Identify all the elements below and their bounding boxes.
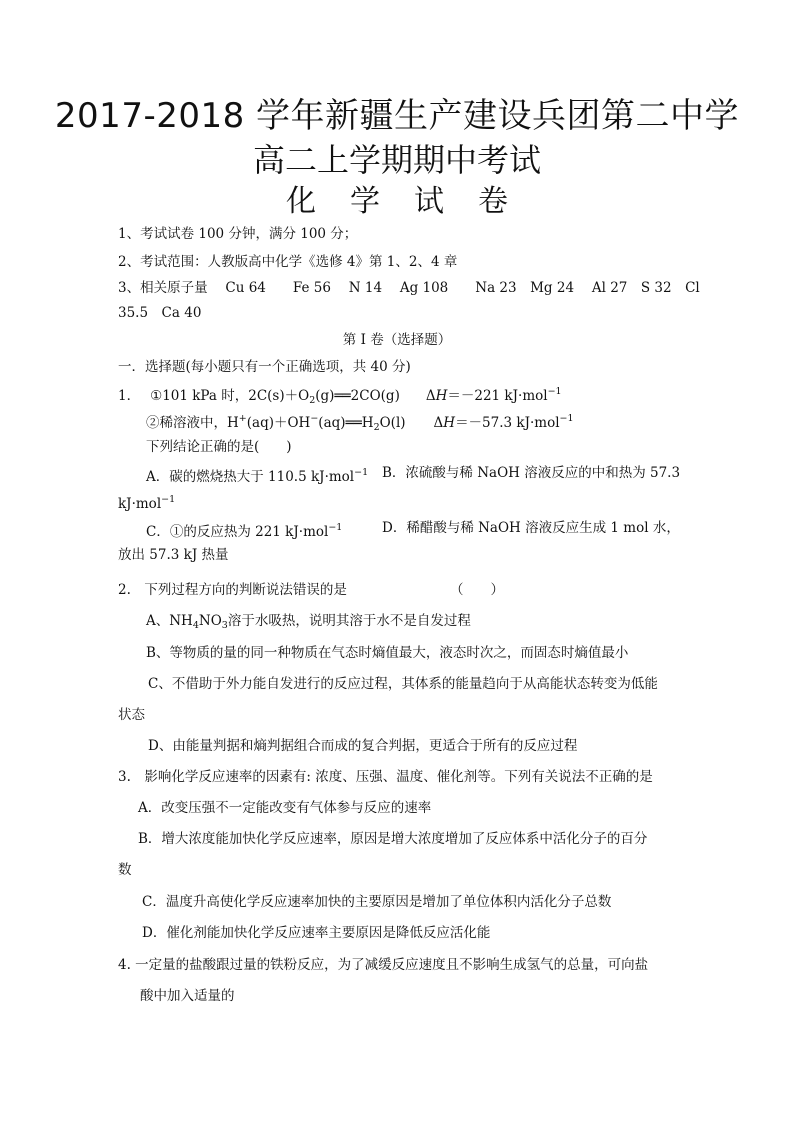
q1-option-c: C．①的反应热为 221 kJ·mol$^{-1}$ <box>146 522 343 540</box>
note-atomic-mass: 3、相关原子量 Cu 64 Fe 56 N 14 Ag 108 Na 23 Mg 24 Al 27 S 32 Cl <box>118 280 700 296</box>
q4-stem: 4. 一定量的盐酸跟过量的铁粉反应，为了减缓反应速度且不影响生成氢气的总量，可向盐 <box>118 957 649 973</box>
q1-option-b-cont: kJ·mol$^{-1}$ <box>118 494 176 512</box>
exam-title-school: 2017-2018 学年新疆生产建设兵团第二中学 <box>54 96 740 136</box>
q1-option-a: A．碳的燃烧热大于 110.5 kJ·mol$^{-1}$ <box>146 467 369 485</box>
q2-stem: 2. 下列过程方向的判断说法错误的是 <box>118 582 347 598</box>
section-heading: 一．选择题(每小题只有一个正确选项，共 40 分) <box>118 359 411 375</box>
q3-option-d: D．催化剂能加快化学反应速率主要原因是降低反应活化能 <box>142 925 491 941</box>
volume-heading: 第 I 卷（选择题） <box>342 332 452 348</box>
q1-option-d: D．稀醋酸与稀 NaOH 溶液反应生成 1 mol 水， <box>382 520 680 536</box>
q2-option-c: C、不借助于外力能自发进行的反应过程，其体系的能量趋向于从高能状态转变为低能 <box>148 676 658 692</box>
q3-option-b-cont: 数 <box>118 862 132 878</box>
q2-option-d: D、由能量判据和熵判据组合而成的复合判据，更适合于所有的反应过程 <box>148 738 578 754</box>
q3-option-c: C．温度升高使化学反应速率加快的主要原因是增加了单位体积内活化分子总数 <box>142 894 612 910</box>
q1-option-d-cont: 放出 57.3 kJ 热量 <box>118 547 229 563</box>
q3-option-b: B．增大浓度能加快化学反应速率，原因是增大浓度增加了反应体系中活化分子的百分 <box>138 831 648 847</box>
note-atomic-mass-cont: 35.5 Ca 40 <box>118 305 202 321</box>
q1-stem: 下列结论正确的是( ) <box>146 439 292 455</box>
q3-stem: 3. 影响化学反应速率的因素有: 浓度、压强、温度、催化剂等。下列有关说法不正确的是 <box>118 769 653 785</box>
exam-title-subject: 化学试卷 <box>286 184 542 219</box>
note-duration: 1、考试试卷 100 分钟，满分 100 分； <box>118 226 358 242</box>
q3-option-a: A．改变压强不一定能改变有气体参与反应的速率 <box>138 800 432 816</box>
note-scope: 2、考试范围：人教版高中化学《选修 4》第 1、2、4 章 <box>118 254 458 270</box>
q1-reaction-1: 1． ①101 kPa 时，$2C(s)+O_2(g)══2CO(g)$ ΔH＝－221 kJ·mol$^{-1}$ <box>118 386 562 406</box>
q4-stem-cont: 酸中加入适量的 <box>140 988 235 1004</box>
q2-option-a: A、$NH_4NO_3$溶于水吸热，说明其溶于水不是自发过程 <box>146 613 471 631</box>
q1-number: 1． <box>118 388 141 404</box>
q2-option-b: B、等物质的量的同一种物质在气态时熵值最大，液态时次之，而固态时熵值最小 <box>146 645 629 661</box>
q2-answer-paren: （ ） <box>450 582 504 598</box>
q2-option-c-cont: 状态 <box>118 707 145 723</box>
exam-title-term: 高二上学期期中考试 <box>252 141 541 179</box>
q1-reaction-2: ②稀溶液中，$H^+(aq)+OH^-(aq)══H_2O(l)$ ΔH＝－57.3 kJ·mol$^{-1}$ <box>146 413 574 433</box>
q1-option-b: B．浓硫酸与稀 NaOH 溶液反应的中和热为 57.3 <box>382 465 681 481</box>
